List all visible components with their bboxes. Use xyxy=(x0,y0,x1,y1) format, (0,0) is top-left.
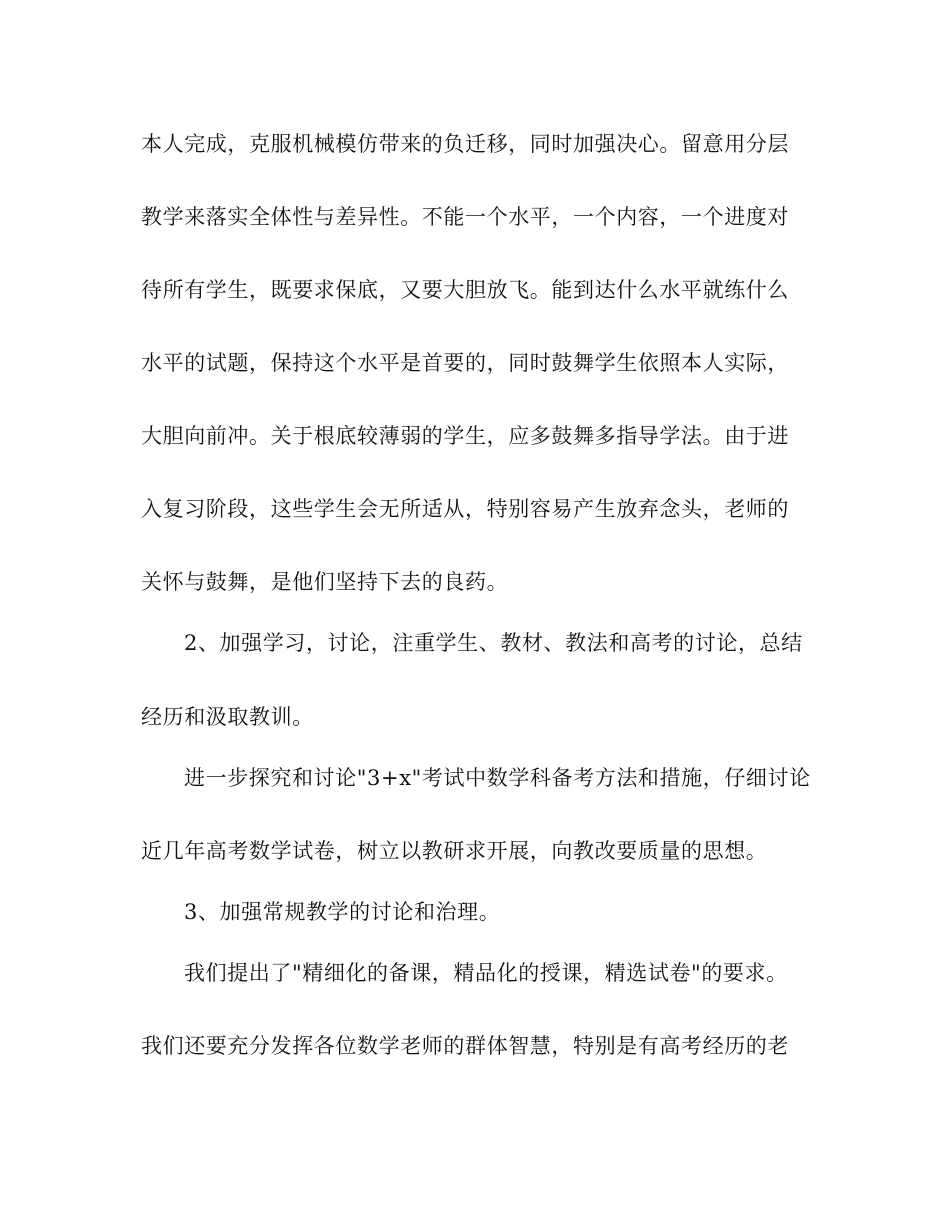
paragraph-start: 进一步探究和讨论"3+x"考试中数学科备考方法和措施，仔细讨论 xyxy=(184,766,811,790)
paragraph-2-heading: 2、加强学习，讨论，注重学生、教材、教法和高考的讨论，总结 xyxy=(184,631,803,655)
text-line: 水平的试题，保持这个水平是首要的，同时鼓舞学生依照本人实际， xyxy=(141,351,789,375)
text-line: 入复习阶段，这些学生会无所适从，特别容易产生放弃念头，老师的 xyxy=(141,497,789,521)
text-line: 近几年高考数学试卷，树立以教研求开展，向教改要质量的思想。 xyxy=(141,839,768,863)
text-line: 待所有学生，既要求保底，又要大胆放飞。能到达什么水平就练什么 xyxy=(141,278,789,302)
text-line: 我们还要充分发挥各位数学老师的群体智慧，特别是有高考经历的老 xyxy=(141,1034,789,1058)
paragraph-start: 我们提出了"精细化的备课，精品化的授课，精选试卷"的要求。 xyxy=(184,961,788,985)
text-line: 经历和汲取教训。 xyxy=(141,705,314,729)
text-line: 关怀与鼓舞，是他们坚持下去的良药。 xyxy=(141,570,509,594)
text-line: 大胆向前冲。关于根底较薄弱的学生，应多鼓舞多指导学法。由于进 xyxy=(141,424,789,448)
text-line: 教学来落实全体性与差异性。不能一个水平，一个内容，一个进度对 xyxy=(141,205,789,229)
text-line: 本人完成，克服机械模仿带来的负迁移，同时加强决心。留意用分层 xyxy=(141,132,789,156)
paragraph-3-heading: 3、加强常规教学的讨论和治理。 xyxy=(184,900,501,924)
